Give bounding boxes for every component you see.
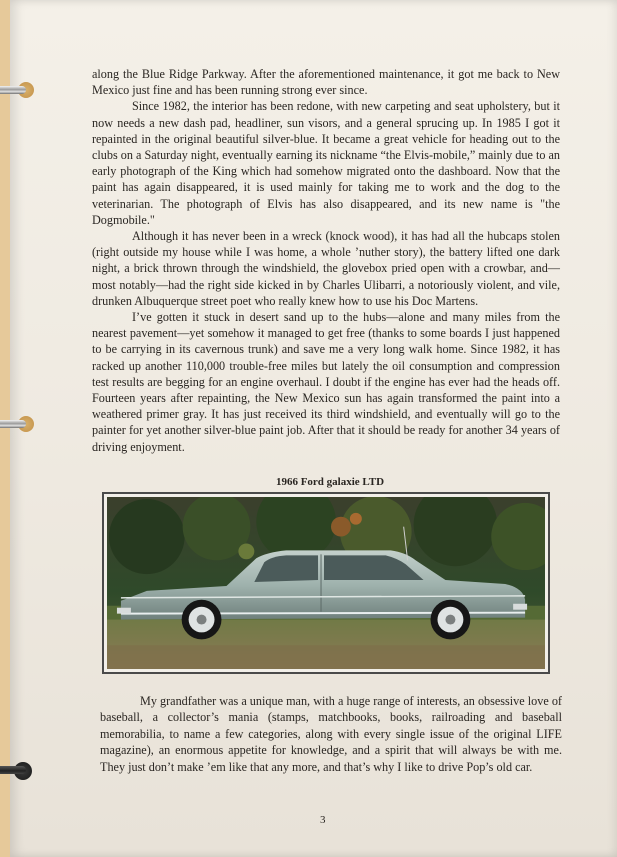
paragraph-4: I’ve gotten it stuck in desert sand up to the hubs—alone and many miles from the nearest pavement—yet somehow it managed to get free (thanks to some boards I just happened to be carrying in its cavernous trunk) and save me a very long walk home. Since 1982, it has racked up another 110,000 trouble-free miles but lately the oil consumption and compression test results are begging for an engine overhaul. I doubt if the engine has ever had the heads off. Fourteen years after repainting, the New Mexico sun has again transformed the paint into a weathered primer gray. It has just received its third windshield, and eventually will go to the painter for yet another silver-blue paint job. After that it should be ready for another 34 years of driving enjoyment. [92,310,560,454]
closing-paragraph: My grandfather was a unique man, with a huge range of interests, an obsessive love of baseball, a collector’s mania (stamps, matchbooks, books, railroading and baseball memorabilia, to name a few categories, along with every single issue of the original LIFE magazine), an enormous appetite for knowledge, and a spirit that will always be with me. They just don’t make ’em like that any more, and that’s why I like to drive Pop’s old car. [100,694,562,774]
binder-ring-middle [0,414,36,436]
body-text [92,66,560,455]
page-number: 3 [320,814,326,826]
paragraph-3: Although it has never been in a wreck (knock wood), it has had all the hubcaps stolen (right outside my house while I was home, a whole ’nuther story), the battery lifted one dark night, a brick thrown through the windshield, the glovebox pried open with a crowbar, and—most notably—had the right side kicked in by Charles Ulibarri, a notoriously violent, and vile, drunken Albuquerque street poet who really knew how to use his Doc Martens. [92,229,560,308]
paragraph-2: Since 1982, the interior has been redone, with new carpeting and seat upholstery, but it now needs a new dash pad, headliner, sun visors, and a general sprucing up. In 1985 I got it repainted in the original beautiful silver-blue. It became a great vehicle for heading out to the clubs on a Saturday night, eventually earning its nickname “the Elvis-mobile,” mainly due to an early photograph of the King which had somehow migrated onto the dashboard. Now that the paint has again disappeared, it is used mainly for taking me to work and the dog to the veterinarian. The photograph of Elvis has also disappeared, and its new name is "the Dogmobile." [92,99,560,227]
car-photo-image [107,497,545,669]
binder-ring-bottom [0,760,36,782]
binder-ring-top [0,80,36,102]
photo-caption: 1966 Ford galaxie LTD [275,476,385,488]
closing-text [100,693,562,775]
car-photo [102,492,550,674]
paragraph-1: along the Blue Ridge Parkway. After the aforementioned maintenance, it got me back to New Mexico just fine and has been running strong ever since. [92,67,560,98]
